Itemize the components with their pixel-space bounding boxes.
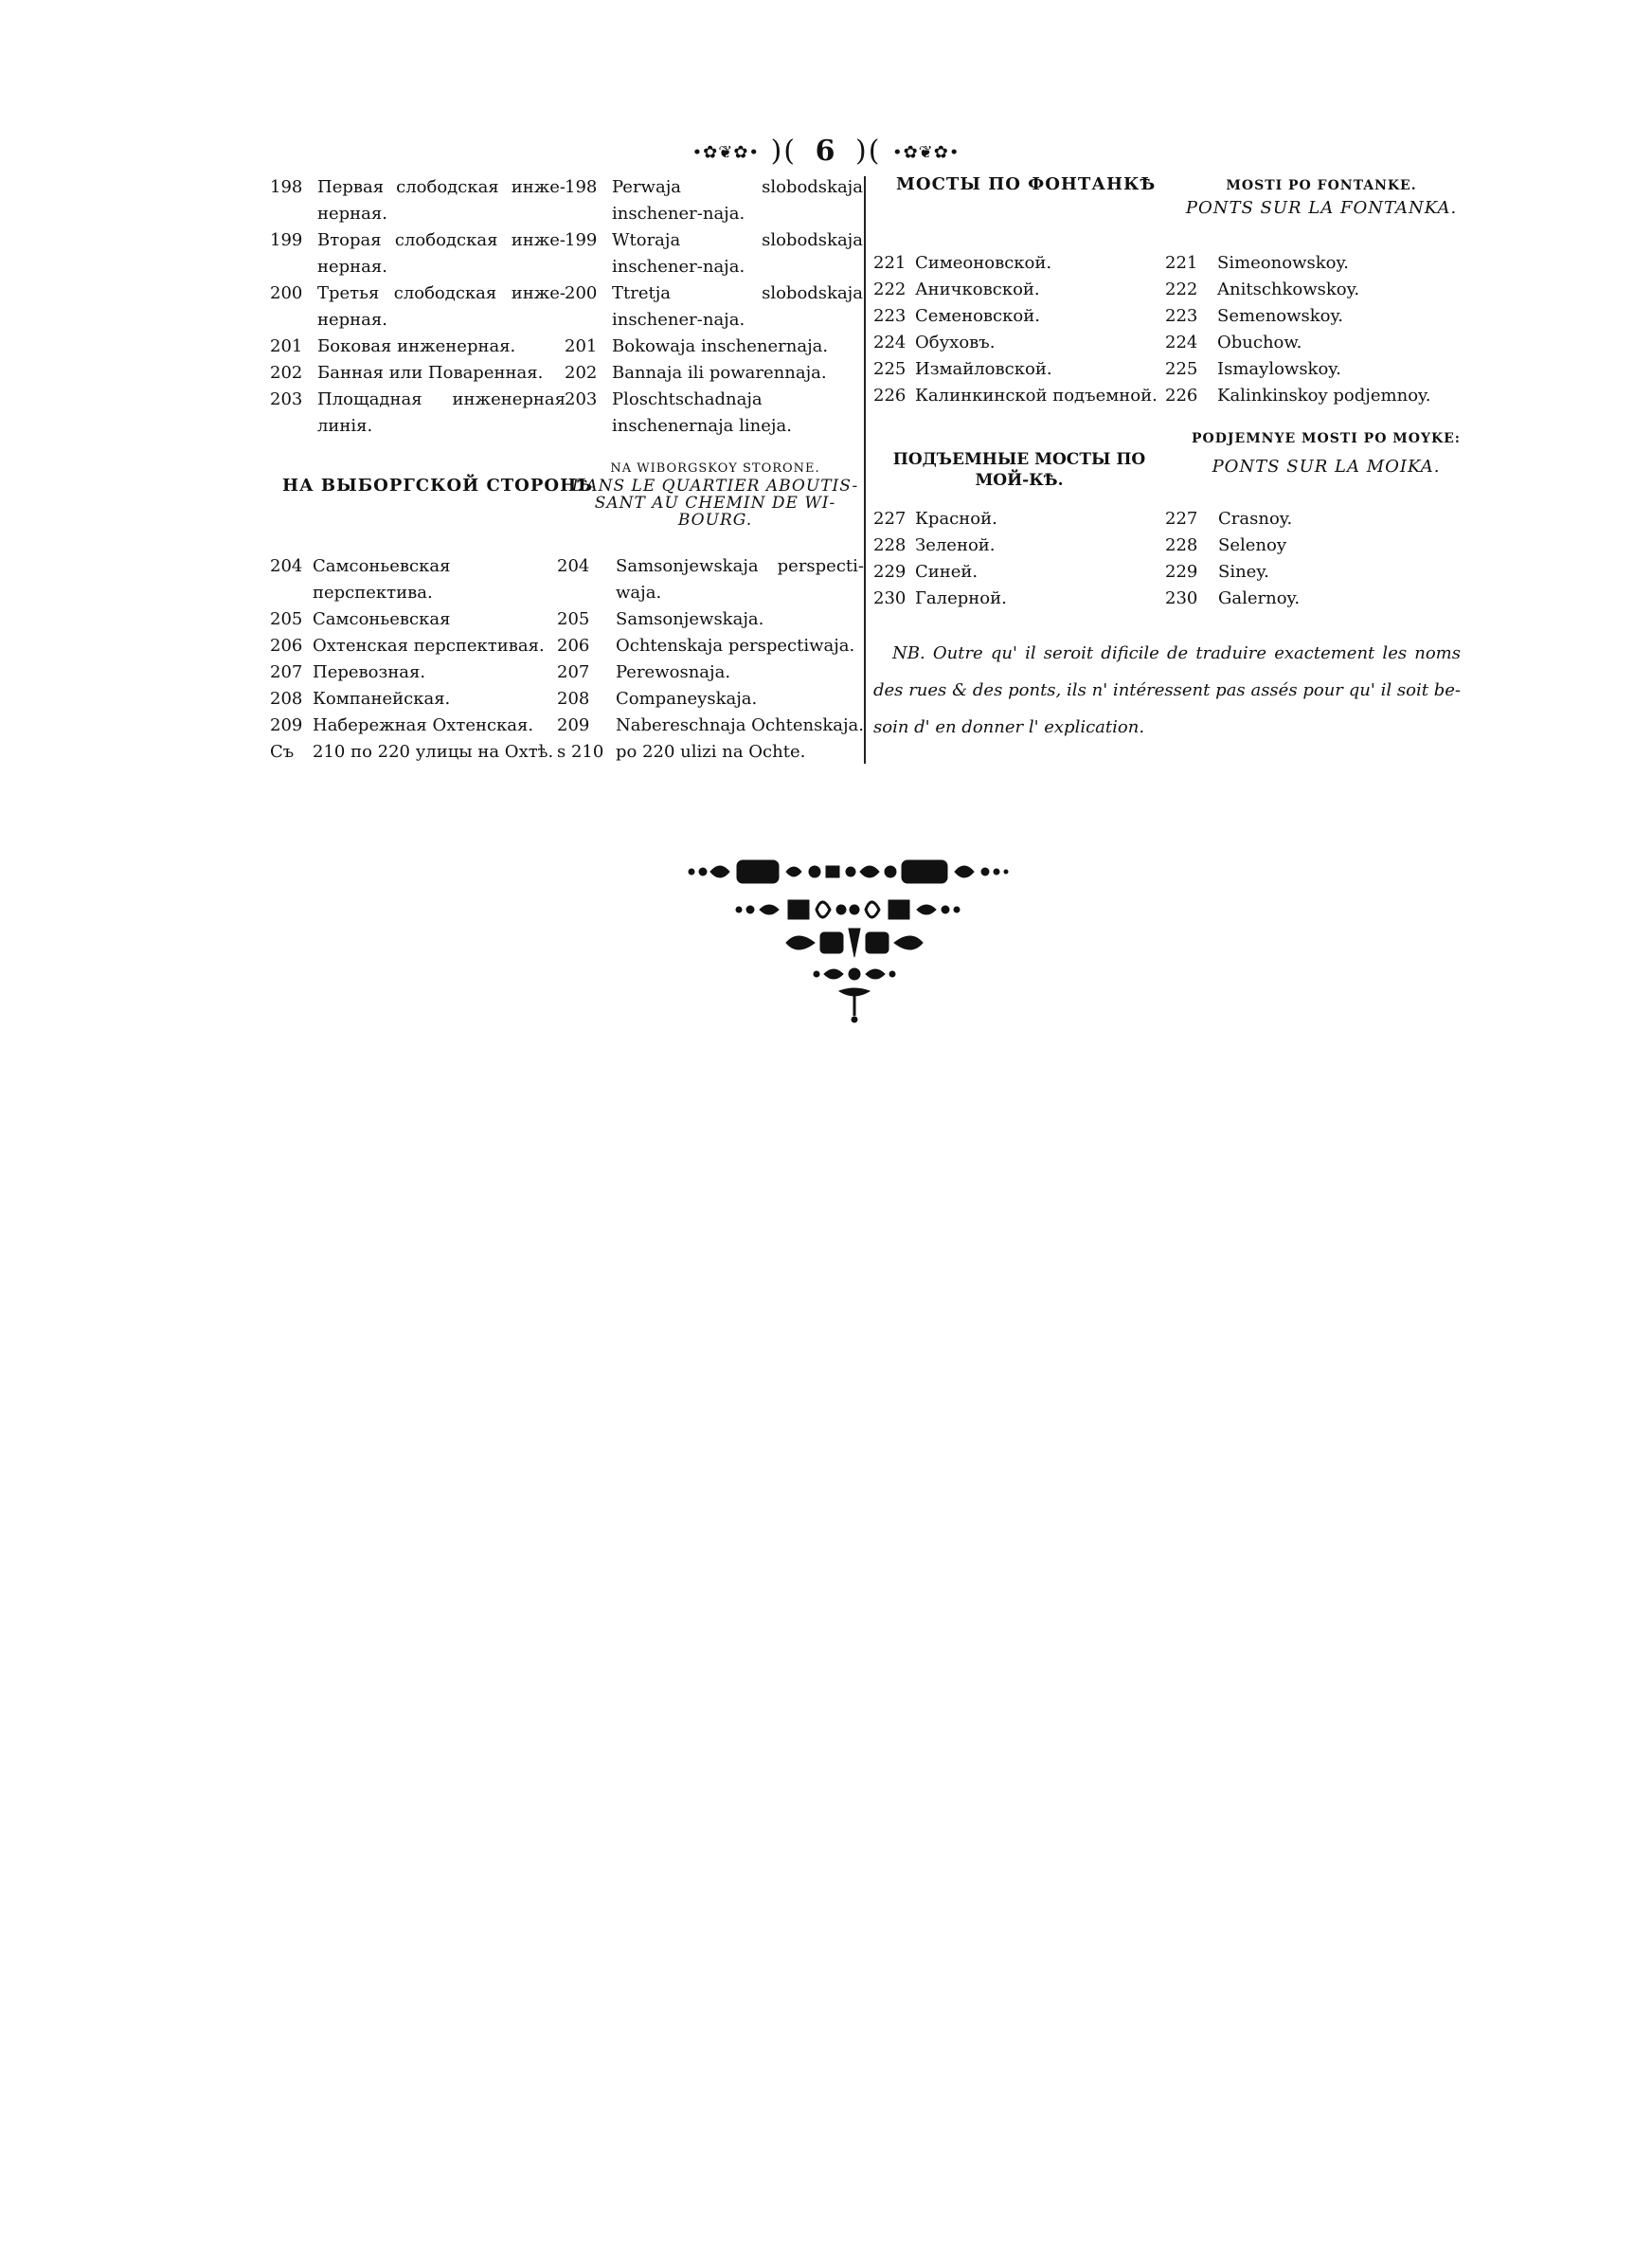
ornament-row-4: [814, 968, 895, 980]
nb-note: NB. Outre qu' il seroit dificile de traduire exactement les noms des rues & des ponts, ils n' intéressent pas assés pour qu' il soit be-soin d' en donner l' explication.: [873, 643, 1461, 737]
ornament-row-3: [786, 929, 923, 957]
list-item: 229 Синей.: [873, 562, 979, 582]
list-item: 203 Ploschtschadnaja inschenernaja lineja.: [565, 389, 792, 436]
fontanka-russian-column: [873, 250, 1167, 409]
list-item: 230 Галерной.: [873, 588, 1007, 608]
left-latin-column: [565, 174, 868, 440]
list-item: 204 Самсоньевская перспектива.: [270, 556, 451, 603]
fleuron-tailpiece-icon: [682, 853, 1042, 1023]
vyborg-heading-latin: [568, 460, 862, 529]
list-item: s 210 po 220 ulizi na Ochte.: [557, 742, 806, 762]
list-item: 208 Companeyskaja.: [557, 689, 758, 709]
page-header: [0, 135, 1652, 168]
moika-heading-latin: [1170, 424, 1482, 481]
list-item: 203 Площадная инженерная линія.: [270, 389, 566, 436]
header-bracket-left: )(: [770, 135, 798, 168]
vyborg-heading-french: DANS LE QUARTIER ABOUTIS-SANT AU CHEMIN DE WI-BOURG.: [571, 477, 859, 530]
vyborg-heading-transliteration: NA WIBORGSKOY STORONE.: [610, 461, 820, 476]
list-item: 225 Измайловской.: [873, 359, 1052, 379]
list-item: 199 Вторая слободская инже-нерная.: [270, 230, 566, 277]
list-item: 207 Perewosnaja.: [557, 662, 731, 682]
list-item: 199 Wtoraja slobodskaja inschener-naja.: [565, 230, 863, 277]
moika-russian-column: [873, 506, 1167, 612]
list-item: 230 Galernoy.: [1165, 588, 1301, 608]
list-item: 201 Боковая инженерная.: [270, 336, 516, 356]
fontanka-heading-latin: [1170, 174, 1473, 220]
fontanka-heading-french: PONTS SUR LA FONTANKA.: [1185, 198, 1458, 218]
list-item: Съ 210 по 220 улицы на Охтѣ.: [270, 742, 554, 762]
left-russian-column: [270, 174, 564, 440]
list-item: 225 Ismaylowskoy.: [1165, 359, 1341, 379]
list-item: 202 Bannaja ili powarennaja.: [565, 363, 827, 383]
list-item: 224 Obuchow.: [1165, 333, 1302, 352]
list-item: 223 Semenowskoy.: [1165, 306, 1344, 326]
list-item: 209 Набережная Охтенская.: [270, 715, 534, 735]
list-item: 209 Nabereschnaja Ochtenskaja.: [557, 715, 865, 735]
moika-heading-russian: ПОДЪЕМНЫЕ МОСТЫ ПО МОЙ-КѢ.: [892, 450, 1146, 490]
list-item: 226 Kalinkinskoy podjemnoy.: [1165, 386, 1431, 406]
header-ornament-right-icon: •✿❦✿•: [891, 142, 961, 163]
fontanka-heading-transliteration: MOSTI PO FONTANKE.: [1226, 178, 1417, 193]
ornament-row-2: [736, 900, 960, 919]
moika-heading-french: PONTS SUR LA MOIKA.: [1212, 457, 1441, 477]
fontanka-heading-russian: МОСТЫ ПО ФОНТАНКѢ: [896, 174, 1157, 194]
header-ornament-left-icon: •✿❦✿•: [691, 142, 761, 163]
list-item: 221 Симеоновской.: [873, 253, 1052, 273]
list-item: 198 Первая слободская инже-нерная.: [270, 177, 566, 224]
list-item: 204 Samsonjewskaja perspecti-waja.: [557, 556, 864, 603]
list-item: 206 Охтенская перспективая.: [270, 636, 545, 656]
moika-heading-transliteration: PODJEMNYE MOSTI PO MOYKE:: [1192, 431, 1461, 446]
list-item: 201 Bokowaja inschenernaja.: [565, 336, 829, 356]
list-item: 202 Банная или Поваренная.: [270, 363, 544, 383]
moika-latin-column: [1165, 506, 1478, 612]
list-item: 200 Третья слободская инже-нерная.: [270, 283, 566, 330]
vyborg-latin-column: [557, 553, 865, 766]
page-number: 6: [815, 135, 837, 168]
ornament-row-5: [839, 988, 870, 1022]
list-item: 223 Семеновской.: [873, 306, 1040, 326]
list-item: 206 Ochtenskaja perspectiwaja.: [557, 636, 855, 656]
fontanka-latin-column: [1165, 250, 1478, 409]
list-item: 205 Samsonjewskaja.: [557, 609, 764, 629]
list-item: 222 Anitschkowskoy.: [1165, 280, 1360, 299]
list-item: 227 Красной.: [873, 509, 997, 529]
list-item: 228 Selenoy: [1165, 535, 1286, 555]
vyborg-heading-russian: НА ВЫБОРГСКОЙ СТОРОНѢ: [282, 476, 593, 496]
list-item: 228 Зеленой.: [873, 535, 996, 555]
list-item: 208 Компанейская.: [270, 689, 451, 709]
list-item: 205 Самсоньевская: [270, 609, 451, 629]
list-item: 229 Siney.: [1165, 562, 1269, 582]
vyborg-russian-column: [270, 553, 564, 792]
list-item: 226 Калинкинской подъемной.: [873, 386, 1158, 406]
list-item: 222 Аничковской.: [873, 280, 1040, 299]
list-item: 227 Crasnoy.: [1165, 509, 1293, 529]
list-item: 221 Simeonowskoy.: [1165, 253, 1349, 273]
ornament-row-1: [689, 860, 1008, 883]
header-bracket-right: )(: [854, 135, 882, 168]
list-item: 198 Perwaja slobodskaja inschener-naja.: [565, 177, 863, 224]
list-item: 200 Ttretja slobodskaja inschener-naja.: [565, 283, 863, 330]
list-item: 224 Обуховъ.: [873, 333, 996, 352]
list-item: 207 Перевозная.: [270, 662, 426, 682]
